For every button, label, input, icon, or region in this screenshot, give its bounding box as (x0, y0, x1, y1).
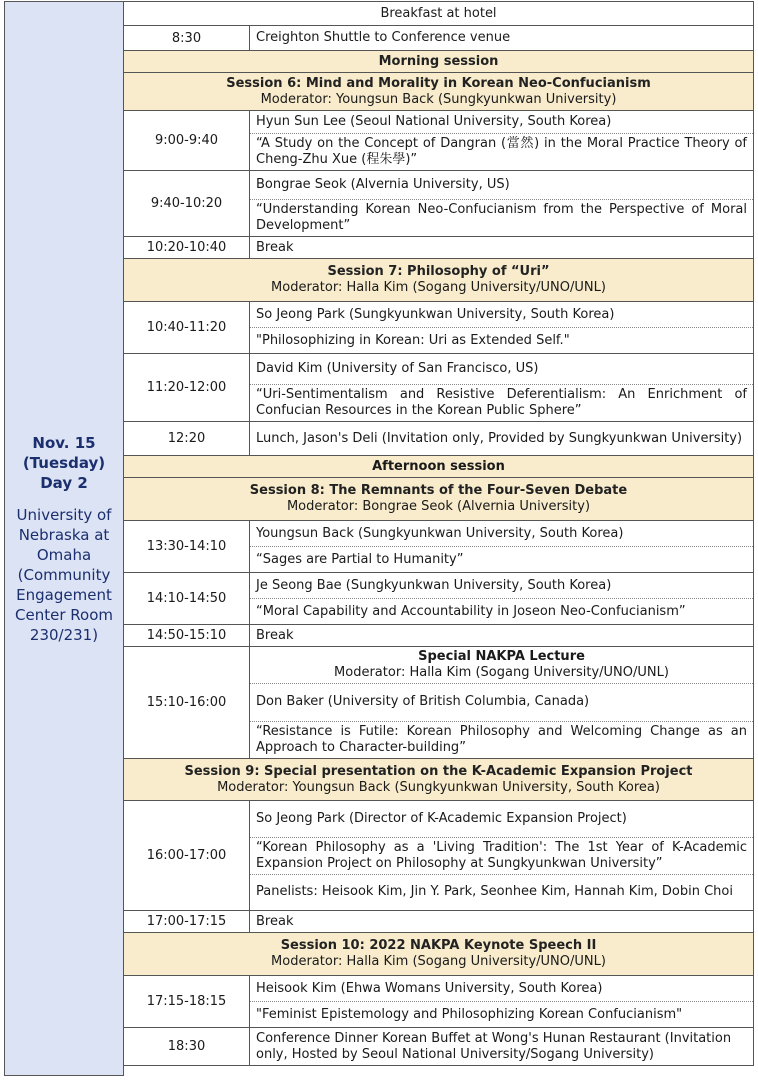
session-moderator: Moderator: Halla Kim (Sogang University/UNO/UNL) (271, 954, 606, 969)
speaker: Don Baker (University of British Columbia, Canada) (250, 683, 753, 720)
time-cell: 17:15-18:15 (124, 976, 250, 1027)
special-lecture-header (250, 647, 753, 683)
time-cell: 13:30-14:10 (124, 521, 250, 572)
speaker: Je Seong Bae (Sungkyunkwan University, South Korea) (256, 577, 612, 593)
speaker: David Kim (University of San Francisco, US) (256, 361, 539, 376)
session-title: Session 8: The Remnants of the Four-Seven Debate (249, 483, 628, 498)
time-cell: 17:00-17:15 (124, 911, 250, 932)
talk-title: “Korean Philosophy as a 'Living Tradition': The 1st Year of K-Academic Expansion Project on Philosophy at Sungkyunkwan University” (250, 837, 753, 874)
panelists: Panelists: Heisook Kim, Jin Y. Park, Seonhee Kim, Hannah Kim, Dobin Choi (250, 874, 753, 911)
schedule-table (4, 1, 754, 1076)
talk-title: “Understanding Korean Neo-Confucianism from the Perspective of Moral Development” (250, 199, 753, 236)
day-location: University of Nebraska at Omaha (Community Engagement Center Room 230/231) (15, 505, 113, 644)
talk-title: “Moral Capability and Accountability in Joseon Neo-Confucianism” (250, 598, 753, 624)
session-9-header (124, 759, 753, 800)
talk-title: "Philosophizing in Korean: Uri as Extended Self." (250, 327, 753, 353)
talk-title: “Resistance is Futile: Korean Philosophy and Welcoming Change as an Approach to Character-building” (250, 721, 753, 758)
time-cell: 16:00-17:00 (124, 801, 250, 910)
speaker: So Jeong Park (Director of K-Academic Expansion Project) (256, 810, 627, 826)
session-moderator: Moderator: Bongrae Seok (Alvernia University) (286, 499, 591, 514)
time-cell: 10:20-10:40 (124, 237, 250, 258)
time-cell: 14:10-14:50 (124, 573, 250, 624)
time-cell: 9:00-9:40 (124, 111, 250, 170)
day-column (4, 1, 124, 1076)
session-6-header (124, 73, 753, 110)
break-text: Break (256, 627, 294, 643)
day-weekday: (Tuesday) (22, 453, 106, 472)
day-label: Day 2 (40, 473, 88, 492)
talk-title: "Feminist Epistemology and Philosophizing Korean Confucianism" (250, 1001, 753, 1027)
time-cell: 15:10-16:00 (124, 647, 250, 758)
lunch-text: Lunch, Jason's Deli (Invitation only, Provided by Sungkyunkwan University) (256, 430, 743, 446)
time-cell: 14:50-15:10 (124, 625, 250, 646)
speaker: Youngsun Back (Sungkyunkwan University, South Korea) (256, 525, 624, 541)
speaker: Hyun Sun Lee (Seoul National University, South Korea) (256, 114, 612, 129)
time-cell: 8:30 (124, 26, 250, 50)
speaker: So Jeong Park (Sungkyunkwan University, South Korea) (256, 306, 615, 322)
session-10-header (124, 933, 753, 975)
session-title: Session 9: Special presentation on the K-Academic Expansion Project (184, 763, 693, 779)
morning-session-header: Morning session (378, 53, 499, 69)
dinner-text: Conference Dinner Korean Buffet at Wong's Hunan Restaurant (Invitation only, Hosted by Seoul National University/Sogang University) (256, 1030, 732, 1062)
session-title: Session 10: 2022 NAKPA Keynote Speech II (280, 938, 597, 953)
talk-title: “Uri-Sentimentalism and Resistive Deferentialism: An Enrichment of Confucian Resources in the Korean Public Sphere” (250, 384, 753, 421)
session-7-header (124, 259, 753, 301)
session-title: Session 6: Mind and Morality in Korean Neo-Confucianism (226, 75, 651, 91)
time-cell: 11:20-12:00 (124, 354, 250, 421)
lecture-title: Special NAKPA Lecture (418, 649, 585, 665)
afternoon-session-header: Afternoon session (372, 458, 505, 474)
day-date: Nov. 15 (32, 433, 96, 452)
break-text: Break (256, 239, 294, 255)
session-moderator: Moderator: Youngsun Back (Sungkyunkwan University) (260, 91, 617, 107)
time-cell: 9:40-10:20 (124, 171, 250, 236)
schedule-grid (124, 1, 754, 1066)
breakfast-row: Breakfast at hotel (380, 5, 497, 21)
speaker: Heisook Kim (Ehwa Womans University, South Korea) (256, 980, 603, 996)
session-moderator: Moderator: Halla Kim (Sogang University/UNO/UNL) (271, 280, 606, 295)
talk-title: “A Study on the Concept of Dangran (當然) in the Moral Practice Theory of Cheng-Zhu Xue (程朱學)” (250, 133, 753, 170)
session-moderator: Moderator: Youngsun Back (Sungkyunkwan University, South Korea) (217, 779, 660, 795)
speaker: Bongrae Seok (Alvernia University, US) (256, 177, 510, 192)
shuttle-text: Creighton Shuttle to Conference venue (256, 30, 511, 45)
talk-title: “Sages are Partial to Humanity” (250, 546, 753, 572)
lecture-moderator: Moderator: Halla Kim (Sogang University/UNO/UNL) (334, 665, 669, 681)
session-title: Session 7: Philosophy of “Uri” (327, 264, 550, 279)
time-cell: 10:40-11:20 (124, 302, 250, 353)
break-text: Break (256, 913, 294, 929)
time-cell: 12:20 (124, 422, 250, 455)
time-cell: 18:30 (124, 1028, 250, 1065)
session-8-header (124, 478, 753, 520)
